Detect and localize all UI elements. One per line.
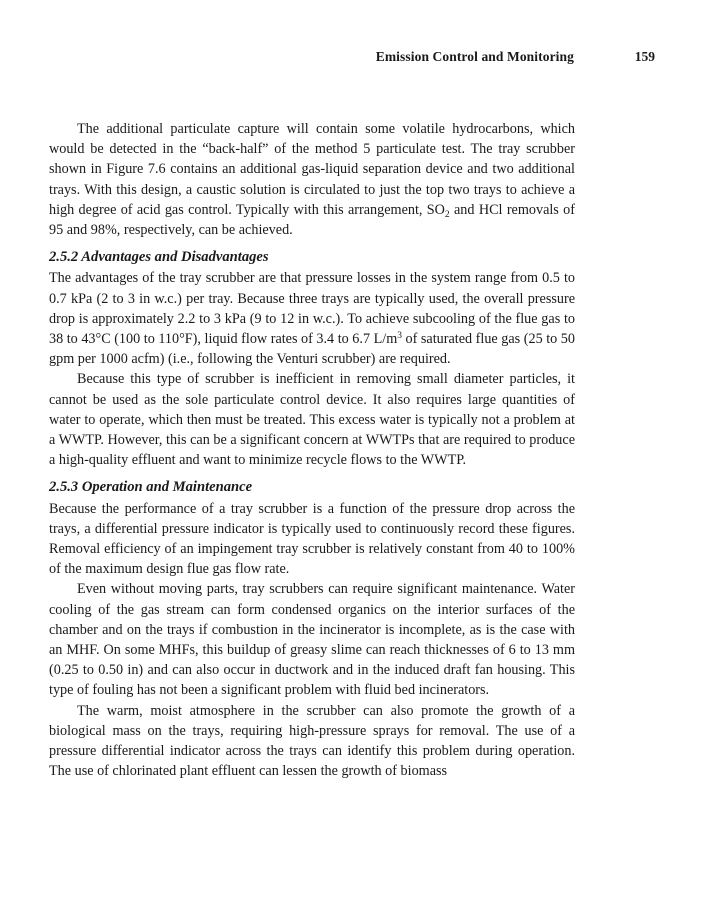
section-heading-operation: 2.5.3 Operation and Maintenance [49, 479, 253, 496]
page-number: 159 [634, 49, 655, 64]
paragraph-disadvantages: Because this type of scrubber is inefficient in removing small diameter particles, it cannot be used as the sole particulate control device. It also requires large quantities of water to operate, which then must be treated. This excess water is typically not a problem at a WWTP. However, this can be a significant concern at WWTPs that are required to produce a high-quality effluent and want to minimize recycle flows to the WWTP. [49, 371, 575, 469]
running-header [0, 49, 707, 69]
running-title: Emission Control and Monitoring [375, 49, 574, 64]
section-heading-advantages: 2.5.2 Advantages and Disadvantages [49, 249, 269, 266]
paragraph-biological-growth: The warm, moist atmosphere in the scrubber can also promote the growth of a biological mass on the trays, requiring high-pressure sprays for removal. The use of a pressure differential indicator across the trays can identify this problem during operation. The use of chlorinated plant effluent can lessen the growth of biomass [49, 702, 575, 780]
paragraph-tray-scrubber-capture: The additional particulate capture will contain some volatile hydrocarbons, which would be detected in the “back-half” of the method 5 particulate test. The tray scrubber shown in Figure 7.6 contains an additional gas-liquid separation device and two additional trays. With this design, a caustic solution is circulated to just the top two trays to achieve a high degree of acid gas control. Typically with this arrangement, $SO_2$ and HCl removals of 95 and 98%, respectively, can be achieved. [49, 121, 575, 239]
paragraph-operation-pressure: Because the performance of a tray scrubber is a function of the pressure drop across the trays, a differential pressure indicator is typically used to continuously record these figures. Removal efficiency of an impingement tray scrubber is relatively constant from 40 to 100% of the maximum design flue gas flow rate. [49, 500, 575, 578]
paragraph-maintenance-fouling: Even without moving parts, tray scrubbers can require significant maintenance. Water cooling of the gas stream can form condensed organics on the interior surfaces of the chamber and on the trays if combustion in the incinerator is incomplete, as is the case with an MHF. On some MHFs, this buildup of greasy slime can reach thicknesses of 6 to 13 mm (0.25 to 0.50 in) and can also occur in ductwork and in the induced draft fan housing. This type of fouling has not been a significant problem with fluid bed incinerators. [49, 581, 575, 699]
page-body [49, 119, 575, 782]
paragraph-advantages: The advantages of the tray scrubber are that pressure losses in the system range from 0.5 to 0.7 kPa (2 to 3 in w.c.) per tray. Because three trays are typically used, the overall pressure drop is approximately 2.2 to 3 kPa (9 to 12 in w.c.). To achieve subcooling of the flue gas to 38 to 43°C (100 to 110°F), liquid flow rates of 3.4 to 6.7 $L/m^3$ of saturated flue gas (25 to 50 gpm per 1000 acfm) (i.e., following the Venturi scrubber) are required. [49, 270, 575, 368]
